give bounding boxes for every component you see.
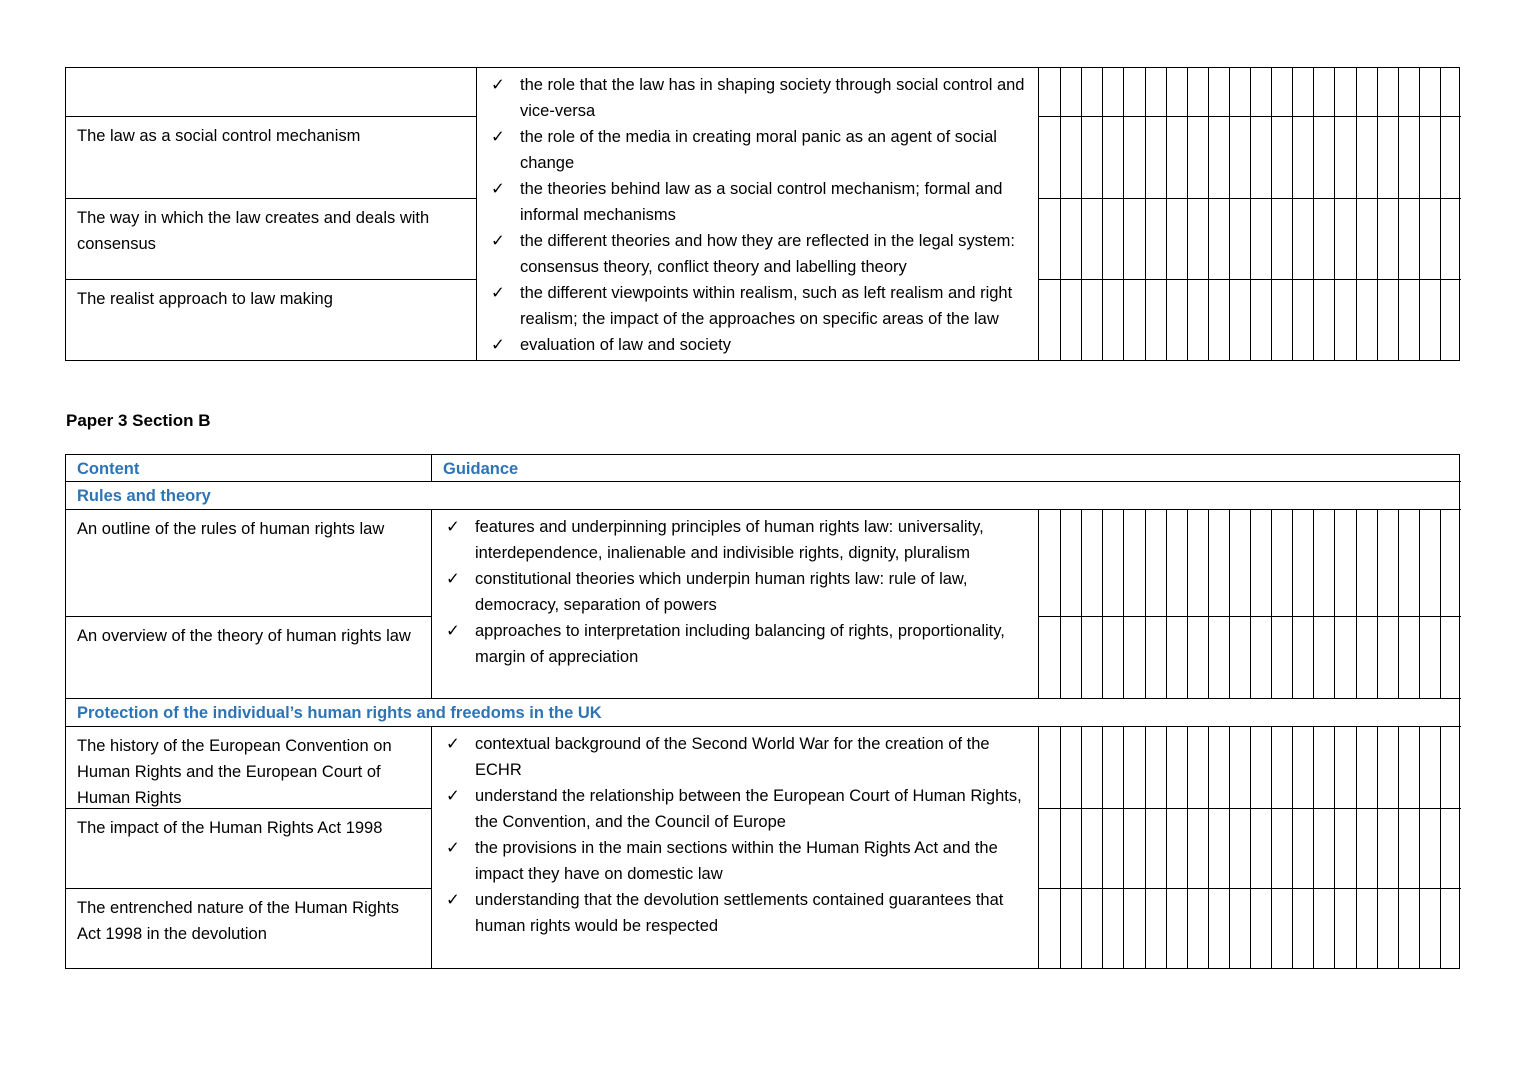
check-icon: ✓ bbox=[491, 76, 505, 94]
tick-cell bbox=[1334, 889, 1355, 968]
tick-cell bbox=[1102, 809, 1123, 888]
law-society-table bbox=[65, 67, 1460, 361]
content-label: The history of the European Convention on Human Rights and the European Court of Human Rights bbox=[77, 737, 392, 807]
tick-cell bbox=[1271, 199, 1292, 279]
tick-cell bbox=[1356, 617, 1377, 698]
tick-cell bbox=[1229, 889, 1250, 968]
tick-cell bbox=[1419, 68, 1440, 116]
tick-cell bbox=[1187, 809, 1208, 888]
tick-cell bbox=[1292, 617, 1313, 698]
guidance-item-text: the different viewpoints within realism, such as left realism and right realism; the impact of the approaches on specific areas of the law bbox=[520, 284, 1013, 328]
tick-cell bbox=[1145, 727, 1166, 808]
tick-cell bbox=[1250, 617, 1271, 698]
guidance-item bbox=[446, 835, 1030, 887]
tick-cell bbox=[1356, 280, 1377, 360]
tick-cell bbox=[1123, 889, 1144, 968]
tick-cell bbox=[1334, 510, 1355, 616]
tick-cell bbox=[1440, 889, 1461, 968]
tick-cell bbox=[1081, 199, 1102, 279]
tick-cell bbox=[1271, 617, 1292, 698]
tick-cell bbox=[1292, 510, 1313, 616]
tick-cell bbox=[1102, 117, 1123, 198]
tick-cell bbox=[1145, 889, 1166, 968]
tick-grid-row bbox=[1038, 116, 1461, 198]
tick-cell bbox=[1123, 199, 1144, 279]
tick-cell bbox=[1377, 889, 1398, 968]
tick-cell bbox=[1039, 727, 1060, 808]
check-icon: ✓ bbox=[491, 336, 505, 354]
tick-cell bbox=[1250, 889, 1271, 968]
guidance-item bbox=[491, 228, 1030, 280]
guidance-item-text: understand the relationship between the European Court of Human Rights, the Convention, and the Council of Europe bbox=[475, 787, 1022, 831]
tick-cell bbox=[1440, 117, 1461, 198]
tick-cell bbox=[1292, 889, 1313, 968]
tick-cell bbox=[1398, 617, 1419, 698]
tick-cell bbox=[1081, 727, 1102, 808]
tick-cell bbox=[1398, 510, 1419, 616]
tick-cell bbox=[1166, 809, 1187, 888]
tick-cell bbox=[1208, 889, 1229, 968]
guidance-item-text: features and underpinning principles of human rights law: universality, interdependence, inalienable and indivisible rights, dignity, pluralism bbox=[475, 518, 984, 562]
tick-cell bbox=[1039, 510, 1060, 616]
check-icon: ✓ bbox=[446, 787, 460, 805]
guidance-item bbox=[491, 332, 1030, 358]
guidance-item-text: understanding that the devolution settlements contained guarantees that human rights would be respected bbox=[475, 891, 1004, 935]
check-icon: ✓ bbox=[491, 232, 505, 250]
tick-cell bbox=[1166, 510, 1187, 616]
tick-cell bbox=[1292, 68, 1313, 116]
tick-cell bbox=[1334, 809, 1355, 888]
guidance-item bbox=[491, 280, 1030, 332]
tick-cell bbox=[1313, 809, 1334, 888]
tick-cell bbox=[1271, 117, 1292, 198]
tick-grid-row bbox=[1038, 726, 1461, 808]
tick-cell bbox=[1081, 280, 1102, 360]
tick-cell bbox=[1229, 280, 1250, 360]
tick-cell bbox=[1377, 809, 1398, 888]
content-header-label: Content bbox=[77, 460, 140, 478]
tick-cell bbox=[1060, 68, 1081, 116]
tick-cell bbox=[1039, 68, 1060, 116]
tick-cell bbox=[1145, 617, 1166, 698]
tick-cell bbox=[1356, 510, 1377, 616]
tick-cell bbox=[1229, 809, 1250, 888]
content-label: The impact of the Human Rights Act 1998 bbox=[77, 819, 383, 837]
tick-cell bbox=[1187, 117, 1208, 198]
tick-cell bbox=[1060, 280, 1081, 360]
tick-cell bbox=[1229, 617, 1250, 698]
tick-cell bbox=[1123, 117, 1144, 198]
guidance-item bbox=[446, 783, 1030, 835]
tick-cell bbox=[1313, 117, 1334, 198]
tick-cell bbox=[1081, 809, 1102, 888]
tick-cell bbox=[1123, 280, 1144, 360]
tick-cell bbox=[1187, 727, 1208, 808]
check-icon: ✓ bbox=[446, 839, 460, 857]
tick-cell bbox=[1377, 68, 1398, 116]
tick-cell bbox=[1102, 280, 1123, 360]
tick-cell bbox=[1229, 510, 1250, 616]
tick-cell bbox=[1398, 199, 1419, 279]
tick-cell bbox=[1377, 510, 1398, 616]
tick-cell bbox=[1208, 280, 1229, 360]
guidance-cell bbox=[431, 726, 1038, 968]
guidance-item-text: contextual background of the Second World War for the creation of the ECHR bbox=[475, 735, 990, 779]
tick-cell bbox=[1440, 809, 1461, 888]
tick-cell bbox=[1440, 280, 1461, 360]
section-title-protection bbox=[66, 698, 1461, 726]
tick-cell bbox=[1229, 199, 1250, 279]
tick-grid-row bbox=[1038, 198, 1461, 279]
tick-grid-row bbox=[1038, 509, 1461, 616]
tick-cell bbox=[1102, 199, 1123, 279]
tick-cell bbox=[1102, 510, 1123, 616]
tick-cell bbox=[1334, 280, 1355, 360]
tick-cell bbox=[1419, 889, 1440, 968]
content-cell bbox=[66, 888, 431, 968]
guidance-item-text: the theories behind law as a social control mechanism; formal and informal mechanisms bbox=[520, 180, 1003, 224]
check-icon: ✓ bbox=[446, 518, 460, 536]
tick-cell bbox=[1356, 727, 1377, 808]
tick-cell bbox=[1271, 510, 1292, 616]
tick-cell bbox=[1377, 727, 1398, 808]
content-cell bbox=[66, 616, 431, 698]
tick-cell bbox=[1208, 199, 1229, 279]
tick-cell bbox=[1398, 809, 1419, 888]
tick-cell bbox=[1060, 889, 1081, 968]
guidance-item bbox=[446, 618, 1030, 670]
tick-cell bbox=[1271, 809, 1292, 888]
tick-cell bbox=[1292, 199, 1313, 279]
tick-cell bbox=[1377, 280, 1398, 360]
tick-cell bbox=[1166, 199, 1187, 279]
content-cell bbox=[66, 726, 431, 808]
tick-cell bbox=[1102, 617, 1123, 698]
guidance-item-text: the role of the media in creating moral panic as an agent of social change bbox=[520, 128, 997, 172]
check-icon: ✓ bbox=[446, 622, 460, 640]
tick-cell bbox=[1166, 280, 1187, 360]
tick-grid-row bbox=[1038, 279, 1461, 360]
tick-cell bbox=[1271, 727, 1292, 808]
check-icon: ✓ bbox=[491, 284, 505, 302]
tick-cell bbox=[1166, 889, 1187, 968]
guidance-item bbox=[446, 731, 1030, 783]
guidance-item bbox=[491, 124, 1030, 176]
guidance-item-text: the different theories and how they are reflected in the legal system: consensus theory, conflict theory and labelling theory bbox=[520, 232, 1015, 276]
tick-cell bbox=[1123, 68, 1144, 116]
guidance-cell bbox=[431, 509, 1038, 698]
tick-cell bbox=[1356, 117, 1377, 198]
tick-cell bbox=[1039, 889, 1060, 968]
tick-cell bbox=[1187, 68, 1208, 116]
tick-cell bbox=[1060, 727, 1081, 808]
tick-cell bbox=[1229, 727, 1250, 808]
tick-cell bbox=[1081, 68, 1102, 116]
tick-cell bbox=[1419, 280, 1440, 360]
tick-cell bbox=[1166, 727, 1187, 808]
tick-cell bbox=[1292, 809, 1313, 888]
tick-cell bbox=[1271, 280, 1292, 360]
tick-cell bbox=[1039, 617, 1060, 698]
tick-cell bbox=[1250, 68, 1271, 116]
check-icon: ✓ bbox=[446, 735, 460, 753]
tick-cell bbox=[1398, 889, 1419, 968]
tick-cell bbox=[1377, 117, 1398, 198]
tick-cell bbox=[1187, 889, 1208, 968]
tick-cell bbox=[1440, 68, 1461, 116]
section-title-text: Rules and theory bbox=[77, 487, 211, 505]
tick-cell bbox=[1208, 117, 1229, 198]
tick-cell bbox=[1039, 280, 1060, 360]
tick-cell bbox=[1060, 809, 1081, 888]
tick-cell bbox=[1166, 68, 1187, 116]
tick-cell bbox=[1271, 68, 1292, 116]
tick-cell bbox=[1208, 727, 1229, 808]
check-icon: ✓ bbox=[446, 891, 460, 909]
guidance-item-text: the role that the law has in shaping society through social control and vice-versa bbox=[520, 76, 1025, 120]
guidance-header-label: Guidance bbox=[443, 460, 519, 478]
tick-cell bbox=[1123, 617, 1144, 698]
tick-cell bbox=[1313, 68, 1334, 116]
tick-cell bbox=[1208, 809, 1229, 888]
tick-cell bbox=[1419, 199, 1440, 279]
tick-cell bbox=[1440, 199, 1461, 279]
tick-cell bbox=[1334, 617, 1355, 698]
tick-cell bbox=[1250, 510, 1271, 616]
content-label: The law as a social control mechanism bbox=[77, 127, 361, 145]
tick-grid-row bbox=[1038, 616, 1461, 698]
tick-cell bbox=[1039, 199, 1060, 279]
tick-cell bbox=[1356, 68, 1377, 116]
tick-cell bbox=[1292, 117, 1313, 198]
tick-cell bbox=[1123, 809, 1144, 888]
tick-cell bbox=[1208, 510, 1229, 616]
tick-cell bbox=[1377, 617, 1398, 698]
tick-cell bbox=[1356, 809, 1377, 888]
tick-cell bbox=[1060, 617, 1081, 698]
tick-cell bbox=[1123, 727, 1144, 808]
tick-cell bbox=[1334, 199, 1355, 279]
tick-cell bbox=[1398, 117, 1419, 198]
tick-cell bbox=[1419, 617, 1440, 698]
content-cell bbox=[66, 198, 476, 279]
tick-cell bbox=[1419, 117, 1440, 198]
tick-cell bbox=[1250, 727, 1271, 808]
tick-cell bbox=[1419, 809, 1440, 888]
tick-cell bbox=[1145, 117, 1166, 198]
tick-cell bbox=[1313, 617, 1334, 698]
tick-cell bbox=[1166, 117, 1187, 198]
guidance-item bbox=[491, 176, 1030, 228]
tick-cell bbox=[1313, 280, 1334, 360]
tick-cell bbox=[1440, 510, 1461, 616]
tick-cell bbox=[1081, 117, 1102, 198]
tick-cell bbox=[1208, 68, 1229, 116]
section-title-rules-and-theory bbox=[66, 481, 1461, 509]
tick-cell bbox=[1039, 117, 1060, 198]
tick-cell bbox=[1440, 727, 1461, 808]
tick-cell bbox=[1145, 280, 1166, 360]
content-cell bbox=[66, 116, 476, 198]
section-title-text: Protection of the individual’s human rights and freedoms in the UK bbox=[77, 704, 602, 722]
content-label: The realist approach to law making bbox=[77, 290, 333, 308]
tick-cell bbox=[1187, 510, 1208, 616]
content-label: An overview of the theory of human rights law bbox=[77, 627, 411, 645]
tick-cell bbox=[1313, 510, 1334, 616]
tick-cell bbox=[1187, 280, 1208, 360]
tick-cell bbox=[1081, 510, 1102, 616]
content-label: An outline of the rules of human rights law bbox=[77, 520, 385, 538]
tick-cell bbox=[1250, 809, 1271, 888]
tick-cell bbox=[1229, 117, 1250, 198]
tick-cell bbox=[1187, 617, 1208, 698]
tick-cell bbox=[1145, 809, 1166, 888]
guidance-item bbox=[491, 72, 1030, 124]
tick-grid-row bbox=[1038, 68, 1461, 116]
tick-cell bbox=[1292, 280, 1313, 360]
tick-cell bbox=[1145, 199, 1166, 279]
tick-cell bbox=[1356, 199, 1377, 279]
content-cell-empty bbox=[66, 68, 476, 116]
content-cell bbox=[66, 279, 476, 360]
tick-cell bbox=[1334, 727, 1355, 808]
guidance-header-cell bbox=[431, 455, 1461, 481]
check-icon: ✓ bbox=[446, 570, 460, 588]
tick-cell bbox=[1398, 280, 1419, 360]
tick-cell bbox=[1250, 280, 1271, 360]
tick-cell bbox=[1250, 117, 1271, 198]
tick-cell bbox=[1377, 199, 1398, 279]
tick-grid-row bbox=[1038, 808, 1461, 888]
tick-grid-row bbox=[1038, 888, 1461, 968]
guidance-item bbox=[446, 566, 1030, 618]
tick-cell bbox=[1356, 889, 1377, 968]
content-cell bbox=[66, 509, 431, 616]
content-label: The entrenched nature of the Human Rights Act 1998 in the devolution bbox=[77, 899, 399, 943]
guidance-item-text: approaches to interpretation including balancing of rights, proportionality, margin of appreciation bbox=[475, 622, 1005, 666]
tick-cell bbox=[1081, 889, 1102, 968]
tick-cell bbox=[1208, 617, 1229, 698]
tick-cell bbox=[1081, 617, 1102, 698]
tick-cell bbox=[1334, 68, 1355, 116]
tick-cell bbox=[1398, 68, 1419, 116]
guidance-item bbox=[446, 514, 1030, 566]
tick-cell bbox=[1313, 889, 1334, 968]
tick-cell bbox=[1060, 199, 1081, 279]
tick-cell bbox=[1313, 199, 1334, 279]
tick-cell bbox=[1123, 510, 1144, 616]
tick-cell bbox=[1145, 68, 1166, 116]
tick-cell bbox=[1250, 199, 1271, 279]
paper3-section-b-table bbox=[65, 454, 1460, 969]
tick-cell bbox=[1419, 727, 1440, 808]
content-cell bbox=[66, 808, 431, 888]
tick-cell bbox=[1398, 727, 1419, 808]
content-label: The way in which the law creates and deals with consensus bbox=[77, 209, 430, 253]
check-icon: ✓ bbox=[491, 180, 505, 198]
tick-cell bbox=[1060, 117, 1081, 198]
tick-cell bbox=[1187, 199, 1208, 279]
tick-cell bbox=[1334, 117, 1355, 198]
tick-cell bbox=[1440, 617, 1461, 698]
tick-cell bbox=[1271, 889, 1292, 968]
tick-cell bbox=[1102, 727, 1123, 808]
check-icon: ✓ bbox=[491, 128, 505, 146]
guidance-cell bbox=[476, 68, 1038, 360]
guidance-item-text: constitutional theories which underpin human rights law: rule of law, democracy, separation of powers bbox=[475, 570, 968, 614]
tick-cell bbox=[1060, 510, 1081, 616]
section-heading: Paper 3 Section B bbox=[66, 411, 211, 430]
guidance-item bbox=[446, 887, 1030, 939]
guidance-item-text: evaluation of law and society bbox=[520, 336, 731, 354]
tick-cell bbox=[1313, 727, 1334, 808]
guidance-item-text: the provisions in the main sections within the Human Rights Act and the impact they have on domestic law bbox=[475, 839, 998, 883]
tick-cell bbox=[1102, 68, 1123, 116]
tick-cell bbox=[1419, 510, 1440, 616]
tick-cell bbox=[1039, 809, 1060, 888]
tick-cell bbox=[1145, 510, 1166, 616]
tick-cell bbox=[1229, 68, 1250, 116]
tick-cell bbox=[1102, 889, 1123, 968]
tick-cell bbox=[1166, 617, 1187, 698]
content-header-cell bbox=[66, 455, 431, 481]
tick-cell bbox=[1292, 727, 1313, 808]
